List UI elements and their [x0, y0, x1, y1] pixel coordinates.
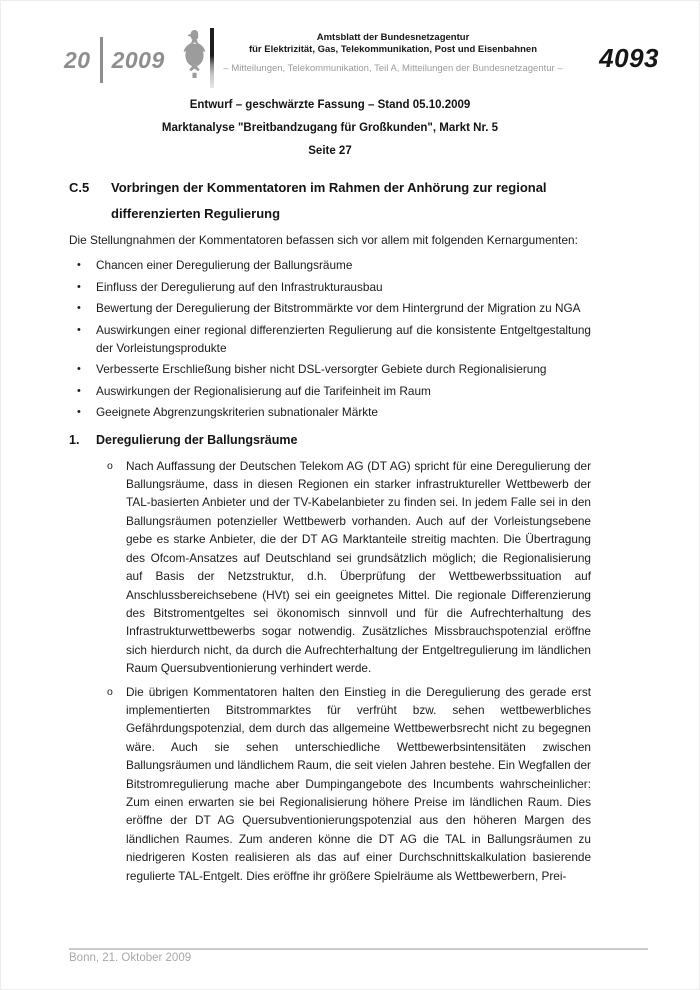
document-header — [69, 89, 591, 163]
list-item — [69, 382, 591, 400]
gazette-title-line2: für Elektrizität, Gas, Telekommunikation, Post und Eisenbahnen — [248, 44, 538, 55]
list-item — [69, 299, 591, 317]
intro-paragraph: Die Stellungnahmen der Kommentatoren befassen sich vor allem mit folgenden Kernargumenten: — [69, 233, 578, 247]
bullet-icon: • — [77, 302, 81, 315]
list-item-text: Einfluss der Deregulierung auf den Infrastrukturausbau — [96, 279, 383, 294]
doc-header-status-line: Entwurf – geschwärzte Fassung – Stand 05.10.2009 — [189, 99, 471, 111]
bullet-icon: • — [77, 384, 81, 397]
list-item-text: Verbesserte Erschließung bisher nicht DSL-versorgter Gebiete durch Regionalisierung — [96, 362, 547, 377]
masthead-divider-bar — [210, 28, 214, 88]
comment-point-text: Nach Auffassung der Deutschen Telekom AG (DT AG) spricht für eine Deregulierung der Ballungsräume, dass in diesen Regionen ein starker infrastruktureller Wettbewerb der TAL-basierten Anbieter und der TV-Kabelanbieter zu finden sei. In jedem Falle sei in den Ballungsräumen potenzieller Wettbewerb vorhanden. Auch auf der Vorleistungsebene gebe es starke Anbieter, die der DT AG Marktanteile streitig machten. Die Übertragung des Ofcom-Ansatzes auf Deutschland sei grundsätzlich möglich; die Regionalisierung auf Basis der Netzstruktur, d.h. Überprüfung der Wettbewerbssituation auf Anschlussbereichsebene (HVt) sei ein geeignetes Mittel. Die regionale Differenzierung des Bitstromentgeltes sei ökonomisch sinnvoll und für die Aufrechterhaltung des Infrastrukturwettbewerbs sogar notwendig. Zusätzliches Missbrauchspotenzial eröffne sich hierdurch nicht, da durch die Aufrechterhaltung der Entgeltregulierung im ländlichen Raum Quersubventionierung verhindert werde. — [126, 458, 591, 676]
comment-point-text: Die übrigen Kommentatoren halten den Einstieg in die Deregulierung des gerade erst implementierten Bitstrommarktes für verfrüht bzw. sehen wettbewerbliches Gefährdungspotenzial, dem durch das allgemeine Wettbewerbsrecht nicht zu begegnen wäre. Auch sie sehen unterschiedliche Wettbewerbsintensitäten zwischen Ballungsräumen und ländlichem Raum, die seit vielen Jahren bestehe. Ein Wegfallen der Bitstromregulierung mache aber Dumpingangebote des Incumbents wahrscheinlicher: Zum einen erwarten sie bei Regionalisierung höhere Preise im ländlichen Raum. Dies eröffne der DT AG Quersubventionierungspotenzial aus den höheren Margen des ländlichen Raumes. Zum anderen könne die DT AG die TAL in Ballungsräumen zu niedrigeren Kosten realisieren als das auf einer Durchschnittskalkulation basierende regulierte TAL-Entgelt. Dies eröffne ihr größere Spielräume als Wettbewerbern, Prei- — [126, 684, 591, 883]
comment-point — [106, 683, 591, 885]
issue-label — [64, 37, 165, 83]
list-item-text: Bewertung der Deregulierung der Bitstrommärkte vor dem Hintergrund der Migration zu NGA — [96, 301, 581, 316]
doc-header-analysis-line: Marktanalyse "Breitbandzugang für Großkunden", Markt Nr. 5 — [161, 122, 499, 134]
gazette-title-line1: Amtsblatt der Bundesnetzagentur — [316, 32, 470, 43]
bullet-icon: • — [77, 363, 81, 376]
masthead — [1, 1, 699, 91]
list-item — [69, 321, 591, 358]
section-heading-c5 — [69, 175, 591, 227]
section-number: C.5 — [69, 180, 90, 195]
key-arguments-list — [69, 256, 591, 421]
footer-dateline: Bonn, 21. Oktober 2009 — [69, 952, 192, 964]
doc-header-page-line: Seite 27 — [308, 145, 352, 157]
list-item — [69, 403, 591, 421]
subsection-heading-1 — [69, 431, 591, 449]
gazette-page-number: 4093 — [599, 43, 659, 73]
subsection-title: Deregulierung der Ballungsräume — [96, 432, 298, 447]
list-item-text: Auswirkungen einer regional differenzierten Regulierung auf die konsistente Entgeltgestaltung der Vorleistungsprodukte — [96, 322, 591, 356]
issue-divider — [100, 37, 103, 83]
footer-divider — [69, 948, 648, 950]
gazette-section-line: – Mitteilungen, Telekommunikation, Teil A, Mitteilungen der Bundesnetzagentur – — [223, 63, 563, 74]
circle-bullet-icon: o — [107, 685, 113, 698]
list-item — [69, 360, 591, 378]
issue-year: 2009 — [111, 46, 165, 73]
list-item — [69, 256, 591, 274]
bullet-icon: • — [77, 323, 81, 336]
comment-point — [106, 457, 591, 678]
list-item-text: Auswirkungen der Regionalisierung auf die Tarifeinheit im Raum — [96, 383, 431, 398]
section-title: Vorbringen der Kommentatoren im Rahmen der Anhörung zur regional differenzierten Regulierung — [111, 180, 547, 221]
main-content — [69, 89, 591, 885]
german-federal-eagle-icon — [182, 28, 207, 80]
list-item — [69, 278, 591, 296]
issue-number: 20 — [64, 46, 91, 73]
list-item-text: Geeignete Abgrenzungskriterien subnationaler Märkte — [96, 405, 378, 420]
list-item-text: Chancen einer Deregulierung der Ballungsräume — [96, 258, 353, 273]
subsection-number: 1. — [69, 432, 80, 447]
bullet-icon: • — [77, 406, 81, 419]
masthead-title-block — [219, 32, 567, 75]
circle-bullet-icon: o — [107, 459, 113, 472]
bullet-icon: • — [77, 259, 81, 272]
bullet-icon: • — [77, 280, 81, 293]
